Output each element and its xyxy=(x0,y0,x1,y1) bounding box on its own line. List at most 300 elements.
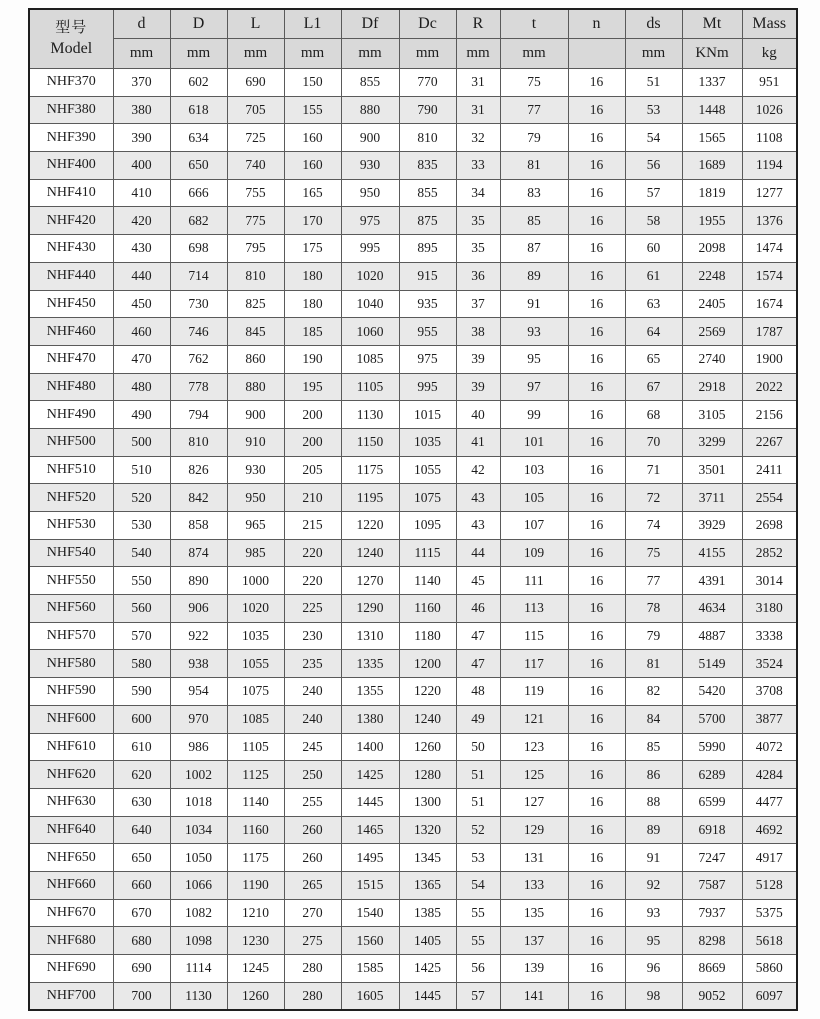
value-cell-R: 51 xyxy=(456,788,500,816)
model-header-zh: 型号 xyxy=(55,20,88,37)
value-cell-L1: 260 xyxy=(284,844,341,872)
value-cell-ds: 81 xyxy=(625,650,682,678)
value-cell-L: 950 xyxy=(227,484,284,512)
column-header-model xyxy=(29,9,113,69)
value-cell-ds: 74 xyxy=(625,512,682,540)
value-cell-t: 119 xyxy=(500,678,568,706)
value-cell-Df: 1175 xyxy=(341,456,399,484)
value-cell-R: 39 xyxy=(456,345,500,373)
value-cell-D: 1050 xyxy=(170,844,227,872)
value-cell-L: 1035 xyxy=(227,622,284,650)
value-cell-n: 16 xyxy=(568,207,625,235)
value-cell-Dc: 975 xyxy=(399,345,456,373)
value-cell-n: 16 xyxy=(568,401,625,429)
value-cell-d: 640 xyxy=(113,816,170,844)
value-cell-Mt: 7587 xyxy=(682,871,742,899)
value-cell-Mass: 1108 xyxy=(742,124,797,152)
value-cell-Df: 1195 xyxy=(341,484,399,512)
table-row xyxy=(29,262,797,290)
value-cell-ds: 78 xyxy=(625,595,682,623)
value-cell-Dc: 1405 xyxy=(399,927,456,955)
value-cell-D: 778 xyxy=(170,373,227,401)
value-cell-d: 370 xyxy=(113,69,170,97)
value-cell-Mass: 1574 xyxy=(742,262,797,290)
value-cell-Df: 1290 xyxy=(341,595,399,623)
value-cell-ds: 88 xyxy=(625,788,682,816)
value-cell-Mass: 1277 xyxy=(742,179,797,207)
value-cell-Mass: 1026 xyxy=(742,96,797,124)
table-body xyxy=(29,69,797,1011)
value-cell-Dc: 1180 xyxy=(399,622,456,650)
value-cell-Mt: 1448 xyxy=(682,96,742,124)
table-row xyxy=(29,678,797,706)
table-row xyxy=(29,512,797,540)
value-cell-Dc: 1035 xyxy=(399,428,456,456)
value-cell-R: 42 xyxy=(456,456,500,484)
value-cell-Df: 1400 xyxy=(341,733,399,761)
value-cell-d: 420 xyxy=(113,207,170,235)
table-row xyxy=(29,96,797,124)
unit-cell-D: mm xyxy=(170,39,227,69)
value-cell-L1: 195 xyxy=(284,373,341,401)
value-cell-R: 32 xyxy=(456,124,500,152)
value-cell-Mass: 2852 xyxy=(742,539,797,567)
value-cell-Mt: 8298 xyxy=(682,927,742,955)
table-row xyxy=(29,539,797,567)
value-cell-Dc: 1385 xyxy=(399,899,456,927)
value-cell-Dc: 935 xyxy=(399,290,456,318)
value-cell-Df: 1020 xyxy=(341,262,399,290)
table-row xyxy=(29,595,797,623)
value-cell-D: 698 xyxy=(170,235,227,263)
table-row xyxy=(29,152,797,180)
value-cell-Mass: 3180 xyxy=(742,595,797,623)
value-cell-Mt: 3711 xyxy=(682,484,742,512)
model-cell: NHF680 xyxy=(29,927,113,955)
model-cell: NHF650 xyxy=(29,844,113,872)
value-cell-ds: 67 xyxy=(625,373,682,401)
value-cell-Mt: 7937 xyxy=(682,899,742,927)
model-cell: NHF610 xyxy=(29,733,113,761)
value-cell-ds: 82 xyxy=(625,678,682,706)
value-cell-L1: 210 xyxy=(284,484,341,512)
value-cell-Dc: 1095 xyxy=(399,512,456,540)
value-cell-Mt: 4391 xyxy=(682,567,742,595)
value-cell-t: 101 xyxy=(500,428,568,456)
value-cell-Dc: 855 xyxy=(399,179,456,207)
value-cell-L: 1075 xyxy=(227,678,284,706)
value-cell-L1: 190 xyxy=(284,345,341,373)
model-cell: NHF620 xyxy=(29,761,113,789)
value-cell-n: 16 xyxy=(568,539,625,567)
value-cell-n: 16 xyxy=(568,622,625,650)
value-cell-d: 620 xyxy=(113,761,170,789)
value-cell-d: 450 xyxy=(113,290,170,318)
value-cell-t: 133 xyxy=(500,871,568,899)
table-row xyxy=(29,179,797,207)
value-cell-Mt: 6599 xyxy=(682,788,742,816)
value-cell-Dc: 1015 xyxy=(399,401,456,429)
value-cell-ds: 93 xyxy=(625,899,682,927)
value-cell-R: 49 xyxy=(456,705,500,733)
table-row xyxy=(29,816,797,844)
value-cell-t: 93 xyxy=(500,318,568,346)
value-cell-Df: 1060 xyxy=(341,318,399,346)
column-header-Dc: Dc xyxy=(399,9,456,39)
model-cell: NHF540 xyxy=(29,539,113,567)
value-cell-Mt: 1955 xyxy=(682,207,742,235)
value-cell-n: 16 xyxy=(568,124,625,152)
value-cell-D: 650 xyxy=(170,152,227,180)
value-cell-Df: 995 xyxy=(341,235,399,263)
value-cell-L: 1260 xyxy=(227,982,284,1010)
model-cell: NHF700 xyxy=(29,982,113,1010)
value-cell-Df: 1150 xyxy=(341,428,399,456)
spec-table xyxy=(28,8,798,1011)
value-cell-R: 52 xyxy=(456,816,500,844)
value-cell-L: 1055 xyxy=(227,650,284,678)
table-row xyxy=(29,235,797,263)
value-cell-n: 16 xyxy=(568,373,625,401)
value-cell-R: 57 xyxy=(456,982,500,1010)
value-cell-Mass: 4284 xyxy=(742,761,797,789)
table-row xyxy=(29,69,797,97)
value-cell-Mass: 4917 xyxy=(742,844,797,872)
table-row xyxy=(29,733,797,761)
value-cell-t: 97 xyxy=(500,373,568,401)
value-cell-Dc: 1425 xyxy=(399,955,456,983)
model-cell: NHF370 xyxy=(29,69,113,97)
value-cell-Df: 1130 xyxy=(341,401,399,429)
value-cell-t: 107 xyxy=(500,512,568,540)
value-cell-Df: 1540 xyxy=(341,899,399,927)
value-cell-d: 690 xyxy=(113,955,170,983)
value-cell-Mt: 3299 xyxy=(682,428,742,456)
value-cell-Mass: 1194 xyxy=(742,152,797,180)
value-cell-D: 826 xyxy=(170,456,227,484)
value-cell-Df: 1380 xyxy=(341,705,399,733)
value-cell-t: 109 xyxy=(500,539,568,567)
value-cell-ds: 65 xyxy=(625,345,682,373)
value-cell-t: 105 xyxy=(500,484,568,512)
value-cell-Dc: 1200 xyxy=(399,650,456,678)
value-cell-ds: 71 xyxy=(625,456,682,484)
value-cell-Dc: 1140 xyxy=(399,567,456,595)
unit-cell-Mass: kg xyxy=(742,39,797,69)
value-cell-R: 40 xyxy=(456,401,500,429)
model-cell: NHF420 xyxy=(29,207,113,235)
value-cell-n: 16 xyxy=(568,678,625,706)
column-header-Df: Df xyxy=(341,9,399,39)
value-cell-Mt: 4634 xyxy=(682,595,742,623)
value-cell-D: 858 xyxy=(170,512,227,540)
value-cell-n: 16 xyxy=(568,456,625,484)
value-cell-n: 16 xyxy=(568,318,625,346)
value-cell-Dc: 875 xyxy=(399,207,456,235)
value-cell-n: 16 xyxy=(568,899,625,927)
value-cell-ds: 96 xyxy=(625,955,682,983)
column-header-d: d xyxy=(113,9,170,39)
value-cell-Mass: 5375 xyxy=(742,899,797,927)
value-cell-L: 740 xyxy=(227,152,284,180)
value-cell-ds: 51 xyxy=(625,69,682,97)
value-cell-Mass: 3524 xyxy=(742,650,797,678)
value-cell-d: 470 xyxy=(113,345,170,373)
value-cell-Df: 855 xyxy=(341,69,399,97)
model-cell: NHF390 xyxy=(29,124,113,152)
value-cell-R: 54 xyxy=(456,871,500,899)
value-cell-n: 16 xyxy=(568,927,625,955)
value-cell-d: 560 xyxy=(113,595,170,623)
column-header-ds: ds xyxy=(625,9,682,39)
unit-cell-t: mm xyxy=(500,39,568,69)
column-header-Mt: Mt xyxy=(682,9,742,39)
table-row xyxy=(29,456,797,484)
value-cell-Df: 1270 xyxy=(341,567,399,595)
unit-cell-R: mm xyxy=(456,39,500,69)
value-cell-n: 16 xyxy=(568,955,625,983)
value-cell-ds: 58 xyxy=(625,207,682,235)
model-cell: NHF460 xyxy=(29,318,113,346)
value-cell-L1: 260 xyxy=(284,816,341,844)
value-cell-L1: 205 xyxy=(284,456,341,484)
value-cell-t: 111 xyxy=(500,567,568,595)
value-cell-D: 730 xyxy=(170,290,227,318)
value-cell-t: 137 xyxy=(500,927,568,955)
value-cell-L: 910 xyxy=(227,428,284,456)
table-row xyxy=(29,124,797,152)
value-cell-Df: 1515 xyxy=(341,871,399,899)
value-cell-L: 775 xyxy=(227,207,284,235)
value-cell-Mass: 2554 xyxy=(742,484,797,512)
value-cell-D: 762 xyxy=(170,345,227,373)
value-cell-Df: 1310 xyxy=(341,622,399,650)
value-cell-n: 16 xyxy=(568,290,625,318)
value-cell-Mass: 2156 xyxy=(742,401,797,429)
value-cell-L1: 180 xyxy=(284,290,341,318)
table-row xyxy=(29,622,797,650)
value-cell-n: 16 xyxy=(568,96,625,124)
value-cell-n: 16 xyxy=(568,179,625,207)
value-cell-L1: 220 xyxy=(284,567,341,595)
value-cell-L1: 150 xyxy=(284,69,341,97)
value-cell-D: 682 xyxy=(170,207,227,235)
value-cell-Mt: 2740 xyxy=(682,345,742,373)
value-cell-L: 930 xyxy=(227,456,284,484)
value-cell-n: 16 xyxy=(568,69,625,97)
model-cell: NHF570 xyxy=(29,622,113,650)
model-cell: NHF560 xyxy=(29,595,113,623)
model-cell: NHF450 xyxy=(29,290,113,318)
value-cell-L: 860 xyxy=(227,345,284,373)
value-cell-Mass: 4692 xyxy=(742,816,797,844)
value-cell-L: 810 xyxy=(227,262,284,290)
model-cell: NHF630 xyxy=(29,788,113,816)
value-cell-D: 938 xyxy=(170,650,227,678)
value-cell-L1: 240 xyxy=(284,705,341,733)
value-cell-L: 1160 xyxy=(227,816,284,844)
value-cell-Df: 1495 xyxy=(341,844,399,872)
value-cell-Dc: 995 xyxy=(399,373,456,401)
value-cell-L1: 245 xyxy=(284,733,341,761)
value-cell-t: 75 xyxy=(500,69,568,97)
value-cell-ds: 91 xyxy=(625,844,682,872)
value-cell-d: 380 xyxy=(113,96,170,124)
value-cell-ds: 63 xyxy=(625,290,682,318)
value-cell-L: 1230 xyxy=(227,927,284,955)
table-row xyxy=(29,428,797,456)
value-cell-t: 127 xyxy=(500,788,568,816)
value-cell-D: 970 xyxy=(170,705,227,733)
unit-cell-n xyxy=(568,39,625,69)
value-cell-Dc: 1160 xyxy=(399,595,456,623)
model-cell: NHF690 xyxy=(29,955,113,983)
value-cell-Mass: 5128 xyxy=(742,871,797,899)
value-cell-d: 600 xyxy=(113,705,170,733)
value-cell-L: 1245 xyxy=(227,955,284,983)
value-cell-ds: 77 xyxy=(625,567,682,595)
value-cell-Mt: 6289 xyxy=(682,761,742,789)
value-cell-L1: 280 xyxy=(284,982,341,1010)
model-cell: NHF640 xyxy=(29,816,113,844)
model-cell: NHF500 xyxy=(29,428,113,456)
value-cell-n: 16 xyxy=(568,512,625,540)
value-cell-t: 139 xyxy=(500,955,568,983)
model-cell: NHF380 xyxy=(29,96,113,124)
value-cell-d: 660 xyxy=(113,871,170,899)
value-cell-Mass: 1787 xyxy=(742,318,797,346)
value-cell-Dc: 810 xyxy=(399,124,456,152)
value-cell-L1: 180 xyxy=(284,262,341,290)
value-cell-R: 39 xyxy=(456,373,500,401)
value-cell-Mt: 3929 xyxy=(682,512,742,540)
value-cell-ds: 84 xyxy=(625,705,682,733)
value-cell-n: 16 xyxy=(568,567,625,595)
table-row xyxy=(29,788,797,816)
value-cell-ds: 89 xyxy=(625,816,682,844)
value-cell-Df: 1560 xyxy=(341,927,399,955)
value-cell-Mass: 2022 xyxy=(742,373,797,401)
model-cell: NHF440 xyxy=(29,262,113,290)
value-cell-Mt: 1565 xyxy=(682,124,742,152)
value-cell-d: 580 xyxy=(113,650,170,678)
unit-cell-d: mm xyxy=(113,39,170,69)
value-cell-L: 1140 xyxy=(227,788,284,816)
table-row xyxy=(29,982,797,1010)
value-cell-t: 83 xyxy=(500,179,568,207)
value-cell-ds: 54 xyxy=(625,124,682,152)
value-cell-Mass: 2698 xyxy=(742,512,797,540)
value-cell-t: 117 xyxy=(500,650,568,678)
value-cell-R: 31 xyxy=(456,96,500,124)
value-cell-L1: 225 xyxy=(284,595,341,623)
value-cell-L1: 235 xyxy=(284,650,341,678)
value-cell-Dc: 1345 xyxy=(399,844,456,872)
value-cell-ds: 95 xyxy=(625,927,682,955)
value-cell-t: 77 xyxy=(500,96,568,124)
value-cell-Dc: 1240 xyxy=(399,705,456,733)
value-cell-L: 1020 xyxy=(227,595,284,623)
column-header-L: L xyxy=(227,9,284,39)
value-cell-R: 45 xyxy=(456,567,500,595)
value-cell-Df: 1585 xyxy=(341,955,399,983)
value-cell-R: 38 xyxy=(456,318,500,346)
value-cell-n: 16 xyxy=(568,761,625,789)
value-cell-L: 880 xyxy=(227,373,284,401)
table-row xyxy=(29,567,797,595)
column-header-n: n xyxy=(568,9,625,39)
unit-cell-Mt: KNm xyxy=(682,39,742,69)
value-cell-ds: 92 xyxy=(625,871,682,899)
value-cell-d: 670 xyxy=(113,899,170,927)
value-cell-t: 123 xyxy=(500,733,568,761)
value-cell-L: 725 xyxy=(227,124,284,152)
value-cell-t: 89 xyxy=(500,262,568,290)
value-cell-Mt: 5420 xyxy=(682,678,742,706)
value-cell-L: 845 xyxy=(227,318,284,346)
value-cell-R: 34 xyxy=(456,179,500,207)
value-cell-Mt: 1819 xyxy=(682,179,742,207)
value-cell-Dc: 1055 xyxy=(399,456,456,484)
value-cell-L1: 160 xyxy=(284,152,341,180)
value-cell-Mass: 5860 xyxy=(742,955,797,983)
value-cell-Dc: 1260 xyxy=(399,733,456,761)
value-cell-D: 1018 xyxy=(170,788,227,816)
model-header-en: Model xyxy=(50,40,93,58)
table-row xyxy=(29,290,797,318)
value-cell-Df: 1605 xyxy=(341,982,399,1010)
model-cell: NHF410 xyxy=(29,179,113,207)
model-cell: NHF590 xyxy=(29,678,113,706)
value-cell-Mass: 1674 xyxy=(742,290,797,318)
value-cell-D: 602 xyxy=(170,69,227,97)
value-cell-n: 16 xyxy=(568,650,625,678)
value-cell-L1: 230 xyxy=(284,622,341,650)
value-cell-L: 985 xyxy=(227,539,284,567)
value-cell-L1: 160 xyxy=(284,124,341,152)
value-cell-Mt: 2098 xyxy=(682,235,742,263)
value-cell-Df: 880 xyxy=(341,96,399,124)
value-cell-Mass: 4477 xyxy=(742,788,797,816)
value-cell-t: 81 xyxy=(500,152,568,180)
table-row xyxy=(29,927,797,955)
value-cell-d: 510 xyxy=(113,456,170,484)
value-cell-D: 1114 xyxy=(170,955,227,983)
value-cell-R: 47 xyxy=(456,650,500,678)
value-cell-L1: 155 xyxy=(284,96,341,124)
value-cell-n: 16 xyxy=(568,235,625,263)
value-cell-Df: 950 xyxy=(341,179,399,207)
value-cell-D: 874 xyxy=(170,539,227,567)
value-cell-d: 480 xyxy=(113,373,170,401)
value-cell-Dc: 835 xyxy=(399,152,456,180)
value-cell-Mt: 5149 xyxy=(682,650,742,678)
table-row xyxy=(29,484,797,512)
value-cell-Df: 1465 xyxy=(341,816,399,844)
value-cell-n: 16 xyxy=(568,595,625,623)
value-cell-Mass: 3014 xyxy=(742,567,797,595)
table-row xyxy=(29,373,797,401)
value-cell-Dc: 1115 xyxy=(399,539,456,567)
value-cell-R: 43 xyxy=(456,484,500,512)
model-cell: NHF550 xyxy=(29,567,113,595)
value-cell-Mass: 5618 xyxy=(742,927,797,955)
value-cell-L: 1125 xyxy=(227,761,284,789)
model-cell: NHF470 xyxy=(29,345,113,373)
value-cell-L: 825 xyxy=(227,290,284,318)
value-cell-ds: 64 xyxy=(625,318,682,346)
value-cell-R: 41 xyxy=(456,428,500,456)
